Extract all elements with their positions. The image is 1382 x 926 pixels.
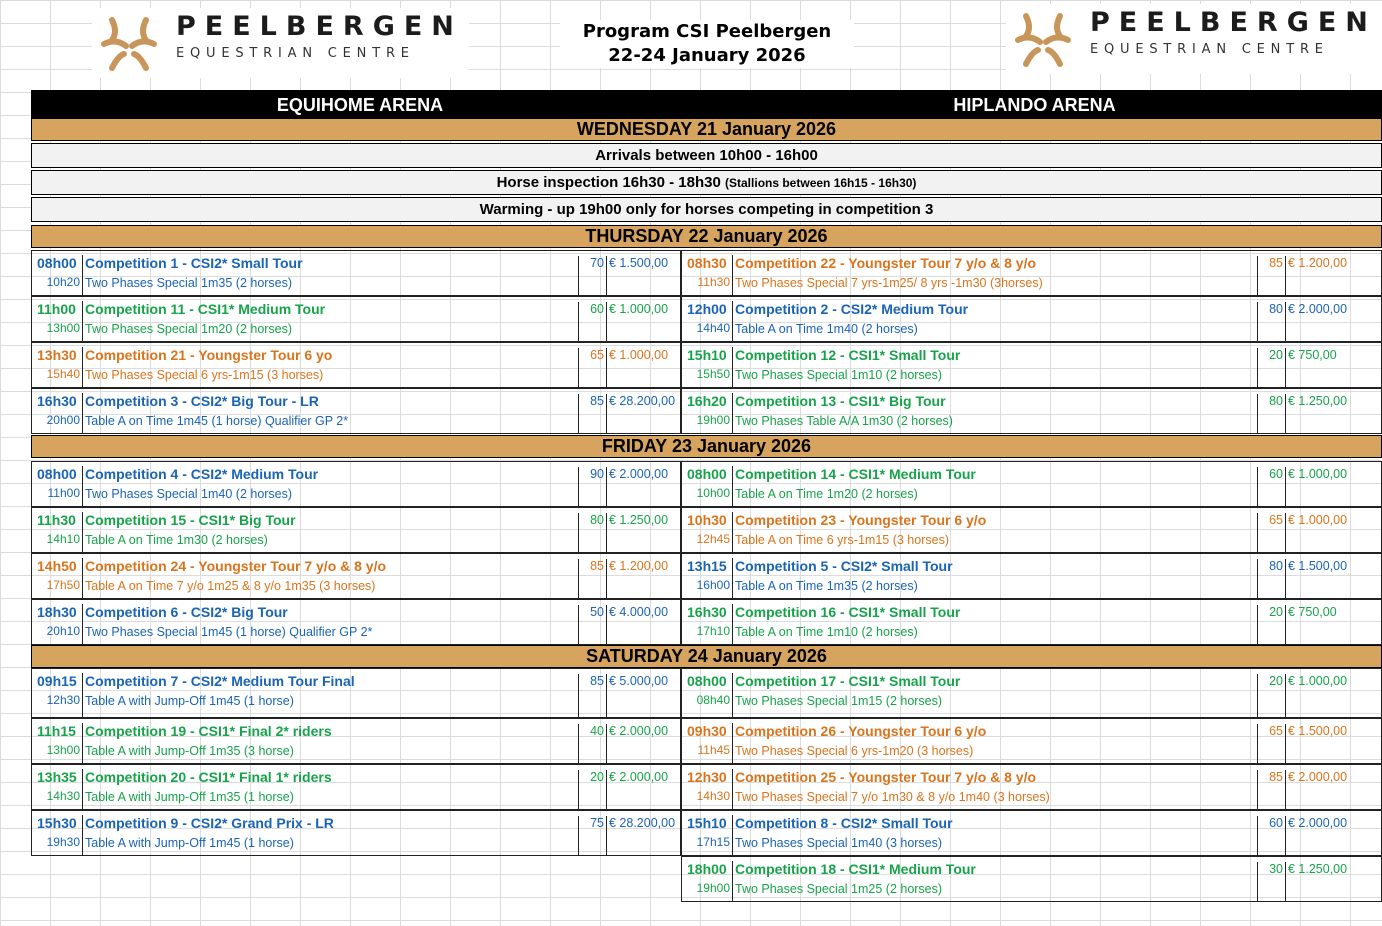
schedule-row-left (31, 764, 681, 810)
end-time: 14h30 (46, 789, 80, 803)
start-time: 16h30 (37, 393, 77, 409)
competition-title: Competition 21 - Youngster Tour 6 yo (82, 347, 578, 387)
prize-money: € 2.000,00 (1285, 302, 1382, 341)
prize-money: € 1.500,00 (606, 256, 682, 295)
start-time: 15h10 (687, 815, 727, 831)
schedule-row-right (681, 250, 1382, 296)
schedule-row-right (681, 718, 1382, 764)
schedule-row-left (31, 668, 681, 718)
end-time: 11h45 (697, 743, 730, 757)
entry-count: 65 (578, 348, 606, 387)
competition-title: Competition 4 - CSI2* Medium Tour (82, 466, 578, 506)
entry-count: 60 (578, 302, 606, 341)
end-time: 12h30 (46, 693, 80, 707)
end-time: 14h10 (46, 532, 80, 546)
end-time: 11h00 (47, 486, 80, 500)
start-time: 10h30 (687, 512, 727, 528)
start-time: 15h30 (37, 815, 77, 831)
start-time: 18h00 (687, 861, 727, 877)
prize-money: € 1.500,00 (1285, 559, 1382, 598)
start-time: 11h30 (37, 512, 76, 528)
competition-title: Competition 13 - CSI1* Big Tour (732, 393, 1257, 433)
program-title (560, 20, 854, 68)
schedule-row-right (681, 856, 1382, 902)
competition-description: Table A on Time 1m40 (2 horses) (735, 322, 918, 336)
end-time: 15h50 (696, 367, 730, 381)
competition-description: Table A on Time 1m20 (2 horses) (735, 487, 918, 501)
prize-money: € 1.250,00 (1285, 862, 1382, 901)
prize-money: € 2.000,00 (606, 724, 682, 763)
competition-title: Competition 3 - CSI2* Big Tour - LR (82, 393, 578, 433)
competition-title: Competition 6 - CSI2* Big Tour (82, 604, 578, 644)
schedule-row-left (31, 461, 681, 507)
entry-count: 90 (578, 467, 606, 506)
arena-header (31, 90, 1382, 118)
entry-count: 20 (1257, 605, 1285, 644)
start-time: 13h15 (687, 558, 727, 574)
schedule-row-left (31, 507, 681, 553)
schedule-row-right (681, 461, 1382, 507)
entry-count: 80 (1257, 394, 1285, 433)
competition-title: Competition 22 - Youngster Tour 7 y/o & 8 y/o (732, 255, 1257, 295)
day-band-saturday: SATURDAY 24 January 2026 (31, 645, 1382, 668)
prize-money: € 28.200,00 (606, 816, 682, 855)
end-time: 19h30 (46, 835, 80, 849)
competition-title: Competition 23 - Youngster Tour 6 y/o (732, 512, 1257, 552)
program-dates: 22-24 January 2026 (608, 45, 806, 66)
competition-description: Table A on Time 1m10 (2 horses) (735, 625, 918, 639)
prize-money: € 1.000,00 (1285, 674, 1382, 717)
competition-description: Two Phases Special 1m35 (2 horses) (85, 276, 293, 290)
competition-title: Competition 9 - CSI2* Grand Prix - LR (82, 815, 578, 855)
arena-left: EQUIHOME ARENA (276, 95, 444, 115)
start-time: 09h30 (687, 723, 727, 739)
day-band-thursday: THURSDAY 22 January 2026 (31, 225, 1382, 248)
start-time: 08h30 (687, 255, 727, 271)
entry-count: 65 (1257, 513, 1285, 552)
competition-title: Competition 8 - CSI2* Small Tour (732, 815, 1257, 855)
competition-description: Table A on Time 7 y/o 1m25 & 8 y/o 1m35 (3 horses) (85, 579, 376, 593)
prize-money: € 2.000,00 (1285, 770, 1382, 809)
schedule-row-right (681, 599, 1382, 645)
schedule-row-left (31, 599, 681, 645)
prize-money: € 1.200,00 (1285, 256, 1382, 295)
prize-money: € 2.000,00 (606, 467, 682, 506)
inspection-info (31, 170, 1382, 195)
start-time: 08h00 (687, 466, 727, 482)
schedule-row-left (31, 250, 681, 296)
end-time: 08h40 (696, 693, 730, 707)
entry-count: 85 (578, 674, 606, 717)
prize-money: € 1.000,00 (1285, 513, 1382, 552)
program-title-line: Program CSI Peelbergen (582, 21, 832, 42)
prize-money: € 1.500,00 (1285, 724, 1382, 763)
end-time: 17h50 (46, 578, 80, 592)
competition-description: Two Phases Special 1m20 (2 horses) (85, 322, 293, 336)
start-time: 08h00 (37, 255, 77, 271)
competition-description: Two Phases Special 7 yrs-1m25/ 8 yrs -1m30 (3horses) (735, 276, 1043, 290)
end-time: 17h15 (696, 835, 730, 849)
schedule-row-right (681, 296, 1382, 342)
competition-title: Competition 26 - Youngster Tour 6 y/o (732, 723, 1257, 763)
prize-money: € 2.000,00 (606, 770, 682, 809)
end-time: 13h00 (46, 743, 80, 757)
competition-title: Competition 14 - CSI1* Medium Tour (732, 466, 1257, 506)
start-time: 08h00 (37, 466, 77, 482)
competition-title: Competition 15 - CSI1* Big Tour (82, 512, 578, 552)
day-band-friday: FRIDAY 23 January 2026 (31, 435, 1382, 458)
start-time: 14h50 (37, 558, 77, 574)
start-time: 11h15 (37, 723, 76, 739)
end-time: 17h10 (696, 624, 730, 638)
schedule-row-right (681, 553, 1382, 599)
competition-title: Competition 24 - Youngster Tour 7 y/o & 8 y/o (82, 558, 578, 598)
competition-title: Competition 12 - CSI1* Small Tour (732, 347, 1257, 387)
schedule-row-left (31, 296, 681, 342)
competition-title: Competition 2 - CSI2* Medium Tour (732, 301, 1257, 341)
competition-title: Competition 11 - CSI1* Medium Tour (82, 301, 578, 341)
logo-left (92, 8, 469, 78)
competition-title: Competition 17 - CSI1* Small Tour (732, 673, 1257, 717)
day-band-wednesday: WEDNESDAY 21 January 2026 (31, 118, 1382, 141)
entry-count: 20 (1257, 348, 1285, 387)
schedule-row-right (681, 668, 1382, 718)
entry-count: 75 (578, 816, 606, 855)
start-time: 09h15 (37, 673, 77, 689)
end-time: 14h30 (696, 789, 730, 803)
prize-money: € 1.250,00 (606, 513, 682, 552)
competition-description: Two Phases Special 1m40 (3 horses) (735, 836, 943, 850)
prize-money: € 1.200,00 (606, 559, 682, 598)
end-time: 19h00 (696, 413, 730, 427)
end-time: 16h00 (696, 578, 730, 592)
competition-description: Two Phases Special 6 yrs-1m15 (3 horses) (85, 368, 324, 382)
inspection-text: Horse inspection 16h30 - 18h30 (496, 174, 721, 191)
competition-title: Competition 25 - Youngster Tour 7 y/o & 8 y/o (732, 769, 1257, 809)
prize-money: € 750,00 (1285, 605, 1382, 644)
competition-description: Table A with Jump-Off 1m35 (3 horse) (85, 744, 294, 758)
entry-count: 80 (1257, 302, 1285, 341)
start-time: 11h00 (37, 301, 76, 317)
start-time: 16h30 (687, 604, 727, 620)
prize-money: € 4.000,00 (606, 605, 682, 644)
prize-money: € 1.000,00 (606, 302, 682, 341)
competition-title: Competition 20 - CSI1* Final 1* riders (82, 769, 578, 809)
entry-count: 85 (578, 394, 606, 433)
schedule-row-right (681, 342, 1382, 388)
competition-description: Two Phases Special 1m15 (2 horses) (735, 694, 943, 708)
entry-count: 30 (1257, 862, 1285, 901)
end-time: 10h00 (696, 486, 730, 500)
schedule-row-right (681, 764, 1382, 810)
entry-count: 70 (578, 256, 606, 295)
warming-info: Warming - up 19h00 only for horses competing in competition 3 (31, 197, 1382, 222)
start-time: 08h00 (687, 673, 727, 689)
start-time: 18h30 (37, 604, 77, 620)
competition-description: Two Phases Special 6 yrs-1m20 (3 horses) (735, 744, 974, 758)
start-time: 12h00 (687, 301, 727, 317)
competition-title: Competition 1 - CSI2* Small Tour (82, 255, 578, 295)
end-time: 20h10 (46, 624, 80, 638)
end-time: 10h20 (46, 275, 80, 289)
arena-right: HIPLANDO ARENA (953, 95, 1116, 115)
end-time: 19h00 (696, 881, 730, 895)
schedule-row-left (31, 553, 681, 599)
prize-money: € 1.000,00 (1285, 467, 1382, 506)
entry-count: 50 (578, 605, 606, 644)
entry-count: 85 (578, 559, 606, 598)
schedule-row-left (31, 342, 681, 388)
competition-description: Two Phases Table A/A 1m30 (2 horses) (735, 414, 953, 428)
logo-right (1006, 4, 1382, 74)
peelbergen-logo-icon (1010, 8, 1076, 70)
competition-title: Competition 19 - CSI1* Final 2* riders (82, 723, 578, 763)
competition-description: Table A with Jump-Off 1m35 (1 horse) (85, 790, 294, 804)
end-time: 12h45 (696, 532, 730, 546)
competition-title: Competition 5 - CSI2* Small Tour (732, 558, 1257, 598)
competition-description: Two Phases Special 7 y/o 1m30 & 8 y/o 1m40 (3 horses) (735, 790, 1050, 804)
start-time: 13h35 (37, 769, 77, 785)
competition-description: Two Phases Special 1m25 (2 horses) (735, 882, 943, 896)
competition-description: Two Phases Special 1m45 (1 horse) Qualifier GP 2* (85, 625, 373, 639)
entry-count: 60 (1257, 816, 1285, 855)
competition-title: Competition 18 - CSI1* Medium Tour (732, 861, 1257, 901)
logo-name: PEELBERGEN (176, 11, 463, 42)
prize-money: € 1.250,00 (1285, 394, 1382, 433)
end-time: 13h00 (46, 321, 80, 335)
prize-money: € 2.000,00 (1285, 816, 1382, 855)
arrivals-info: Arrivals between 10h00 - 16h00 (31, 143, 1382, 168)
competition-description: Table A with Jump-Off 1m45 (1 horse) (85, 836, 294, 850)
start-time: 13h30 (37, 347, 77, 363)
start-time: 12h30 (687, 769, 727, 785)
entry-count: 85 (1257, 256, 1285, 295)
prize-money: € 28.200,00 (606, 394, 682, 433)
entry-count: 80 (1257, 559, 1285, 598)
end-time: 11h30 (697, 275, 730, 289)
end-time: 15h40 (46, 367, 80, 381)
competition-description: Table A on Time 6 yrs-1m15 (3 horses) (735, 533, 949, 547)
entry-count: 20 (1257, 674, 1285, 717)
entry-count: 85 (1257, 770, 1285, 809)
logo-subtitle: EQUESTRIAN CENTRE (1090, 42, 1329, 57)
start-time: 15h10 (687, 347, 727, 363)
end-time: 14h40 (696, 321, 730, 335)
schedule-row-left (31, 718, 681, 764)
prize-money: € 1.000,00 (606, 348, 682, 387)
inspection-note: (Stallions between 16h15 - 16h30) (725, 176, 917, 190)
entry-count: 20 (578, 770, 606, 809)
schedule-row-right (681, 507, 1382, 553)
schedule-row-left (31, 388, 681, 434)
entry-count: 65 (1257, 724, 1285, 763)
schedule-row-right (681, 810, 1382, 856)
competition-description: Two Phases Special 1m40 (2 horses) (85, 487, 293, 501)
competition-description: Table A with Jump-Off 1m45 (1 horse) (85, 694, 294, 708)
start-time: 16h20 (687, 393, 727, 409)
competition-title: Competition 16 - CSI1* Small Tour (732, 604, 1257, 644)
entry-count: 40 (578, 724, 606, 763)
prize-money: € 750,00 (1285, 348, 1382, 387)
logo-name: PEELBERGEN (1090, 7, 1377, 38)
logo-subtitle: EQUESTRIAN CENTRE (176, 46, 415, 61)
peelbergen-logo-icon (96, 12, 162, 74)
competition-description: Table A on Time 1m45 (1 horse) Qualifier GP 2* (85, 414, 349, 428)
competition-description: Two Phases Special 1m10 (2 horses) (735, 368, 943, 382)
schedule-row-right (681, 388, 1382, 434)
competition-description: Table A on Time 1m30 (2 horses) (85, 533, 268, 547)
end-time: 20h00 (46, 413, 80, 427)
schedule-row-left (31, 810, 681, 856)
competition-title: Competition 7 - CSI2* Medium Tour Final (82, 673, 578, 717)
competition-description: Table A on Time 1m35 (2 horses) (735, 579, 918, 593)
prize-money: € 5.000,00 (606, 674, 682, 717)
entry-count: 60 (1257, 467, 1285, 506)
entry-count: 80 (578, 513, 606, 552)
